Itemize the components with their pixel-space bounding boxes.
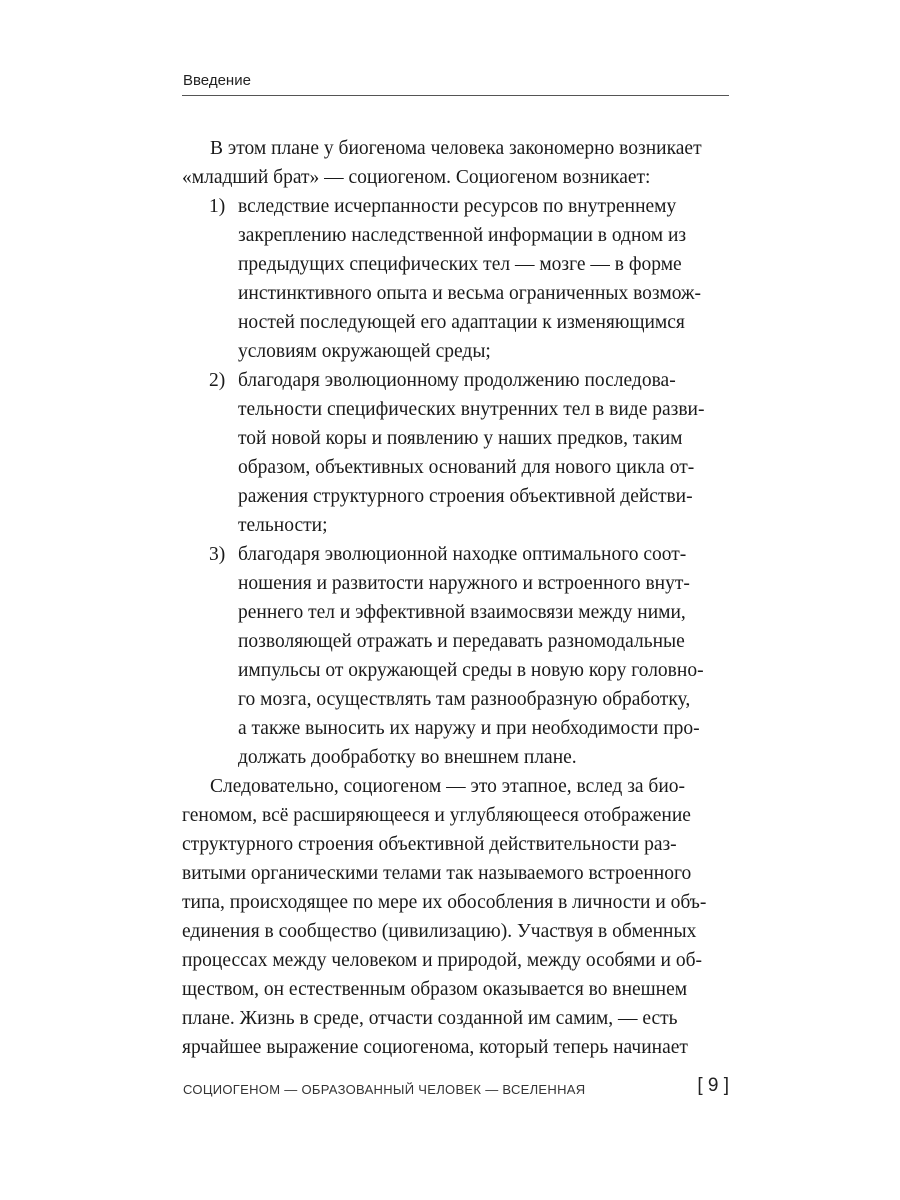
text-line: ностей последующей его адаптации к изменяющимся bbox=[238, 312, 685, 333]
text-line: предыдущих специфических тел — мозге — в форме bbox=[238, 254, 682, 275]
text-line: той новой коры и появлению у наших предков, таким bbox=[238, 428, 683, 449]
text-line: типа, происходящее по мере их обособления в личности и объ- bbox=[182, 892, 707, 913]
text-line: структурного строения объективной действительности раз- bbox=[182, 834, 677, 855]
text-line: должать дообработку во внешнем плане. bbox=[238, 747, 577, 768]
list-number: 2) bbox=[209, 370, 226, 391]
text-line: единения в сообщество (цивилизацию). Участвуя в обменных bbox=[182, 921, 697, 942]
list-item-1 bbox=[182, 192, 729, 366]
page-number: [ 9 ] bbox=[697, 1075, 729, 1096]
text-line: ществом, он естественным образом оказывается во внешнем bbox=[182, 979, 688, 1000]
text-line: плане. Жизнь в среде, отчасти созданной им самим, — есть bbox=[182, 1008, 678, 1029]
text-line: ярчайшее выражение социогенома, который теперь начинает bbox=[182, 1037, 688, 1058]
running-footer-title: СОЦИОГЕНОМ — ОБРАЗОВАННЫЙ ЧЕЛОВЕК — ВСЕЛЕННАЯ bbox=[183, 1082, 586, 1097]
text-line: ражения структурного строения объективной действи- bbox=[238, 486, 693, 507]
text-line: благодаря эволюционному продолжению последова- bbox=[238, 370, 676, 391]
text-line: тельности; bbox=[238, 515, 328, 536]
page-body bbox=[182, 134, 729, 1062]
text-line: благодаря эволюционной находке оптимального соот- bbox=[238, 544, 687, 565]
text-line: тельности специфических внутренних тел в виде разви- bbox=[238, 399, 705, 420]
text-line: го мозга, осуществлять там разнообразную обработку, bbox=[238, 689, 691, 710]
text-line: В этом плане у биогенома человека закономерно возникает bbox=[210, 138, 702, 159]
text-line: процессах между человеком и природой, между особями и об- bbox=[182, 950, 703, 971]
text-line: «младший брат» — социогеном. Социогеном возникает: bbox=[182, 167, 651, 188]
text-line: ношения и развитости наружного и встроенного внут- bbox=[238, 573, 690, 594]
intro-paragraph bbox=[182, 134, 729, 192]
text-line: Следовательно, социогеном — это этапное, вслед за био- bbox=[210, 776, 686, 797]
list-number: 3) bbox=[209, 544, 226, 565]
text-line: реннего тел и эффективной взаимосвязи между ними, bbox=[238, 602, 686, 623]
text-line: импульсы от окружающей среды в новую кору головно- bbox=[238, 660, 704, 681]
text-line: позволяющей отражать и передавать разномодальные bbox=[238, 631, 685, 652]
text-line: витыми органическими телами так называемого встроенного bbox=[182, 863, 692, 884]
text-line: а также выносить их наружу и при необходимости про- bbox=[238, 718, 700, 739]
text-line: закреплению наследственной информации в одном из bbox=[238, 225, 687, 246]
text-line: условиям окружающей среды; bbox=[238, 341, 491, 362]
text-line: вследствие исчерпанности ресурсов по внутреннему bbox=[238, 196, 677, 217]
list-item-3 bbox=[182, 540, 729, 772]
running-header: Введение bbox=[183, 72, 251, 89]
header-rule bbox=[182, 95, 729, 96]
text-line: инстинктивного опыта и весьма ограниченных возмож- bbox=[238, 283, 701, 304]
conclusion-paragraph bbox=[182, 772, 729, 1062]
list-number: 1) bbox=[209, 196, 226, 217]
text-line: образом, объективных оснований для нового цикла от- bbox=[238, 457, 695, 478]
list-item-2 bbox=[182, 366, 729, 540]
text-line: геномом, всё расширяющееся и углубляющееся отображение bbox=[182, 805, 691, 826]
